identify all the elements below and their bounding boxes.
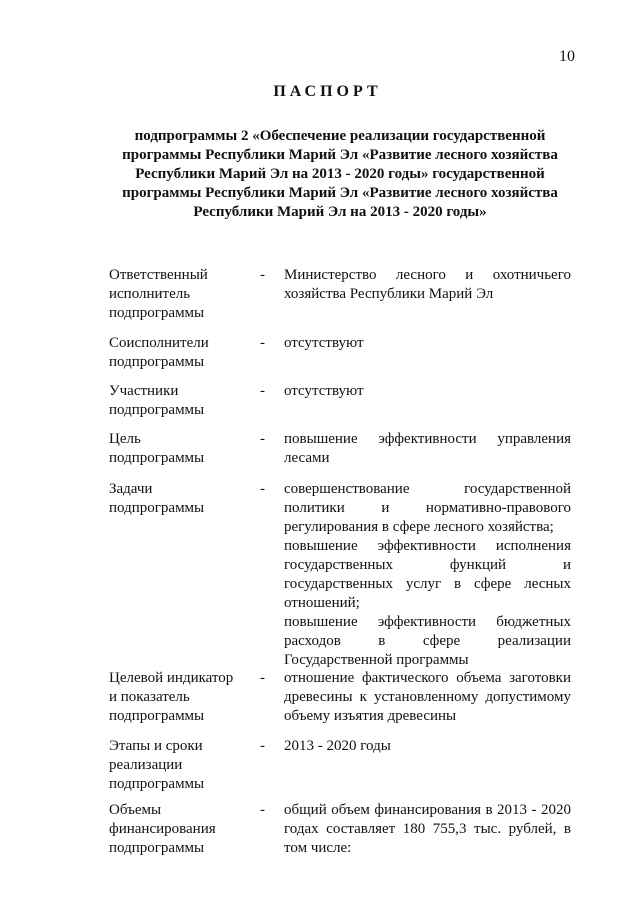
row-value: [284, 669, 571, 726]
row-label: Ответственный исполнитель подпрограммы: [109, 267, 208, 321]
row-label: Объемы финансирования подпрограммы: [109, 802, 216, 856]
row-dash: -: [260, 481, 265, 497]
row-dash: -: [260, 383, 265, 399]
row-value-paragraph: повышение эффективности управления лесами: [284, 431, 571, 466]
row-dash: -: [260, 431, 265, 447]
row-value: [284, 430, 571, 468]
row-label: Цель подпрограммы: [109, 431, 205, 466]
row-value-paragraph: повышение эффективности бюджетных расходов в сфере реализации Государственной программы: [284, 614, 571, 668]
row-value: [284, 480, 571, 670]
page-number: 10: [559, 48, 575, 65]
row-value-paragraph: повышение эффективности исполнения государственных функций и государственных услуг в сфере лесных отношений;: [284, 538, 571, 611]
document-subtitle: подпрограммы 2 «Обеспечение реализации государственной программы Республики Марий Эл «Развитие лесного хозяйства Республики Марий Эл на 2013 - 2020 годы» государственной программы Республики Марий Эл «Развитие лесного хозяйства Республики Марий Эл на 2013 - 2020 годы»: [122, 128, 558, 220]
row-value: [284, 801, 571, 858]
row-dash: -: [260, 738, 265, 754]
row-value-paragraph: отсутствуют: [284, 335, 364, 351]
row-value: [284, 334, 571, 353]
row-dash: -: [260, 267, 265, 283]
row-label: Соисполнители подпрограммы: [109, 335, 209, 370]
row-value-paragraph: отсутствуют: [284, 383, 364, 399]
row-value-paragraph: Министерство лесного и охотничьего хозяйства Республики Марий Эл: [284, 267, 571, 302]
row-dash: -: [260, 802, 265, 818]
row-label: Этапы и сроки реализации подпрограммы: [109, 738, 205, 792]
row-value: [284, 737, 571, 756]
row-value: [284, 266, 571, 304]
row-dash: -: [260, 335, 265, 351]
row-value-paragraph: общий объем финансирования в 2013 - 2020 годах составляет 180 755,3 тыс. рублей, в том числе:: [284, 802, 571, 856]
row-label: Участники подпрограммы: [109, 383, 205, 418]
row-label: Задачи подпрограммы: [109, 481, 205, 516]
row-value-paragraph: совершенствование государственной политики и нормативно-правового регулирования в сфере лесного хозяйства;: [284, 481, 571, 535]
row-label: Целевой индикатор и показатель подпрограммы: [109, 670, 234, 724]
row-value-paragraph: отношение фактического объема заготовки древесины к установленному допустимому объему изъятия древесины: [284, 670, 571, 724]
row-value: [284, 382, 571, 401]
document-title: ПАСПОРТ: [273, 83, 382, 100]
row-dash: -: [260, 670, 265, 686]
row-value-paragraph: 2013 - 2020 годы: [284, 738, 391, 754]
